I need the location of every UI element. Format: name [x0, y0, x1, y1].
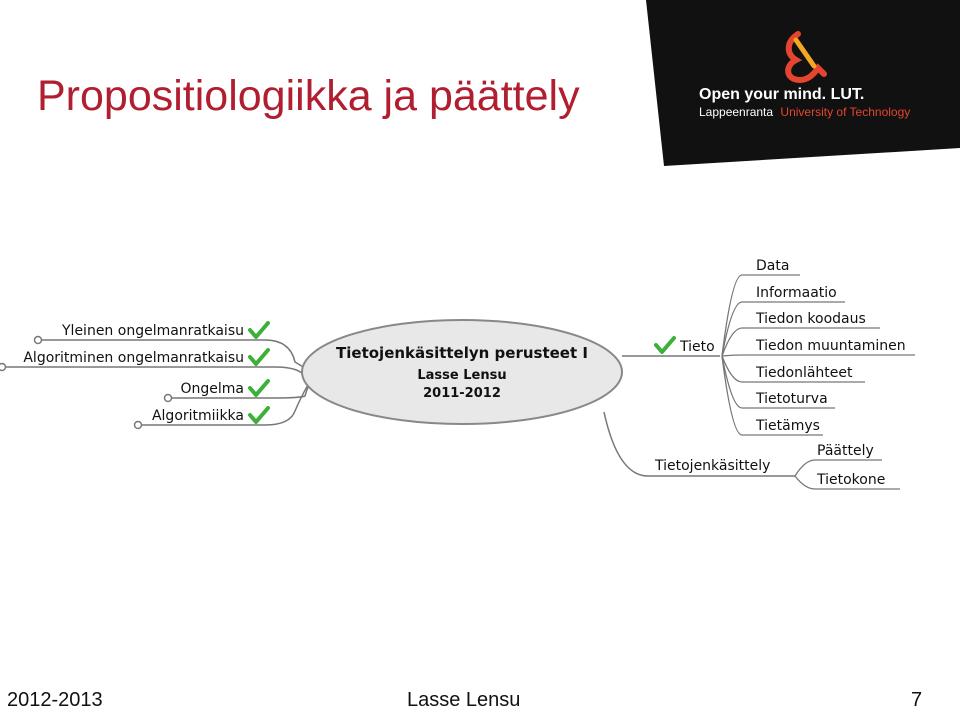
left-branch-line: [2, 367, 318, 378]
child-topic-label: Tietoturva: [756, 391, 828, 407]
left-branch-label: Yleinen ongelmanratkaisu: [62, 323, 244, 339]
left-branch-label: Algoritmiikka: [151, 408, 244, 424]
footer-author: Lasse Lensu: [407, 689, 521, 711]
child-topic-label: Tiedon muuntaminen: [756, 338, 906, 354]
right-branch-label: Tietojenkäsittely: [655, 458, 771, 474]
child-topic-label: Informaatio: [756, 285, 837, 301]
check-icon: [250, 408, 268, 422]
branch-collapse-handle: [35, 337, 42, 344]
branch-collapse-handle: [0, 364, 6, 371]
branch-collapse-handle: [165, 395, 172, 402]
central-topic-title: Tietojenkäsittelyn perusteet I: [336, 344, 588, 362]
check-icon: [656, 338, 674, 352]
footer-year: 2012-2013: [7, 689, 103, 711]
central-topic-year: 2011-2012: [423, 386, 501, 401]
left-branch-label: Algoritminen ongelmanratkaisu: [23, 350, 244, 366]
child-topic-label: Tiedonlähteet: [756, 365, 853, 381]
check-icon: [250, 381, 268, 395]
left-branch-label: Ongelma: [180, 381, 244, 397]
page-number: 7: [911, 689, 923, 711]
child-topic-label: Tiedon koodaus: [756, 311, 866, 327]
check-icon: [250, 323, 268, 337]
child-topic-label: Tietokone: [817, 472, 886, 488]
right-branch-label: Tieto: [680, 339, 715, 355]
child-branch-line: [722, 355, 915, 356]
check-icon: [250, 350, 268, 364]
child-topic-label: Data: [756, 258, 790, 274]
child-topic-label: Tietämys: [756, 418, 820, 434]
slide-title: Propositiologiikka ja päättely: [37, 72, 580, 120]
central-topic-author: Lasse Lensu: [417, 368, 507, 383]
logo-university-suffix: University of Technology: [780, 105, 911, 119]
branch-collapse-handle: [135, 422, 142, 429]
logo-university-name: Lappeenranta: [699, 105, 774, 119]
logo-tagline: Open your mind. LUT.: [699, 86, 865, 103]
child-topic-label: Päättely: [817, 443, 874, 459]
